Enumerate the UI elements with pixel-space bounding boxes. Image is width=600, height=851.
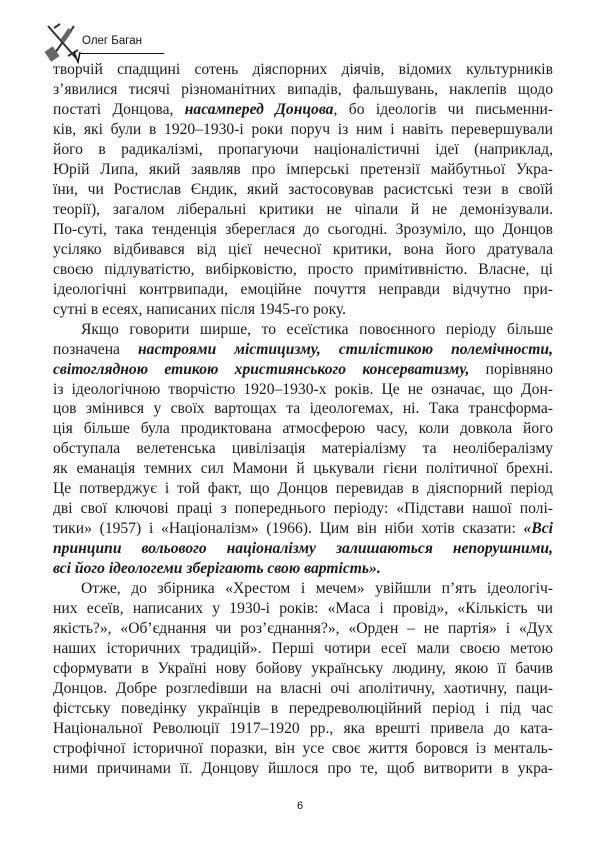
text-line — [53, 759, 553, 779]
text-line — [53, 679, 553, 699]
text-line — [53, 599, 553, 619]
text-line — [53, 499, 553, 519]
text-line — [53, 619, 553, 639]
text-line — [53, 739, 553, 759]
text-line — [53, 719, 553, 739]
emphasis-text: принципи вольового націоналізму залишаються непорушними, — [53, 540, 553, 558]
author-name: Олег Баган — [82, 35, 142, 47]
text-run: Донцов. Добре розглedівши на власні очі аполітичну, хаотичну, паци- — [53, 680, 553, 698]
text-run: своєю підлуватістю, вибірковістю, просто примітивністю. Власне, ці — [53, 260, 553, 278]
text-line — [53, 320, 553, 340]
text-run: По-суті, така тенденція збереглася до сьогодні. Зрозуміло, що Донцов — [53, 220, 553, 238]
text-line — [53, 419, 553, 439]
text-run: із ідеологічною творчістю 1920–1930-х років. Це не означає, що Дон- — [53, 380, 553, 398]
text-line — [53, 120, 553, 140]
emphasis-text: насамперед Донцова — [184, 100, 334, 118]
text-line — [53, 539, 553, 559]
text-run: обступала велетенська цивілізація матеріалізму та неолібералізму — [53, 440, 553, 458]
text-line — [53, 340, 553, 360]
text-line — [53, 399, 553, 419]
text-run: ідеологічні контрвипади, емоційне почуття неправди відчутно при- — [53, 280, 553, 298]
text-run: , бо ідеологів чи письменни- — [333, 100, 553, 118]
text-line — [53, 360, 553, 380]
text-line — [53, 300, 553, 320]
text-run: сформувати в Україні нову бойову українську людину, якою її бачив — [53, 660, 553, 678]
text-run: порівняно — [469, 360, 553, 378]
text-run: сутні в есеях, написаних після 1945-го року. — [53, 300, 347, 318]
text-line — [53, 60, 553, 80]
text-run: Отже, до збірника «Хрестом і мечем» увійшли п’ять ідеологіч- — [81, 580, 553, 598]
text-run: їни, чи Ростислав Єндик, який застосовував расистські тези в своїй — [53, 180, 553, 198]
text-run: Це потверджує і той факт, що Донцов перевидав в діяспорний період — [53, 480, 553, 498]
text-line — [53, 260, 553, 280]
text-run: якість?», «Об’єднання чи роз’єднання?», «Орден – не партія» і «Дух — [53, 620, 553, 638]
text-run: фістську поведінку українців в передреволюційний період і під час — [53, 700, 553, 717]
text-line — [53, 100, 553, 120]
text-run: з’явилися тисячі різноманітних випадів, фальшувань, наклепів щодо — [53, 80, 553, 98]
text-run: як еманація темних сил Мамони й цькували гієни політичної брехні. — [53, 460, 553, 478]
body-text — [53, 60, 553, 779]
text-run: наших історичних традицій». Перші чотири есеї мали своєю метою — [53, 640, 553, 658]
text-line — [53, 240, 553, 260]
emphasis-text: всі його ідеологеми зберігають свою вартість». — [53, 560, 381, 578]
text-line — [53, 519, 553, 539]
text-line — [53, 459, 553, 479]
text-line — [53, 140, 553, 160]
text-line — [53, 180, 553, 200]
text-run: Національної Революції 1917–1920 рр., яка врешті привела до ката- — [53, 719, 553, 737]
text-line — [53, 479, 553, 499]
text-run: ків, які були в 1920–1930-і роки поруч із ним і навіть перевершували — [53, 120, 553, 138]
text-run: них есеїв, написаних у 1930-і років: «Маса і провід», «Кількість чи — [53, 600, 553, 618]
text-run: постаті Донцова, — [53, 100, 185, 118]
text-run: творчій спадщині сотень діяспорних діячів, відомих культурників — [53, 61, 553, 78]
emphasis-text: «Всі — [523, 520, 553, 538]
text-line — [53, 439, 553, 459]
text-run: теорії), загалом ліберальні критики не чіпали й не демонізували. — [53, 200, 553, 218]
text-line — [53, 579, 553, 599]
text-run: ція більше була продиктована атмосферою часу, коли довкола його — [53, 420, 553, 438]
text-run: дві свої ключові праці з попереднього періоду: «Підстави нашої полі- — [53, 500, 553, 518]
text-run: цов змінився у своїх вартощах та ідеологемах, ні. Така трансформа- — [53, 400, 553, 418]
text-run: його в радикалізмі, пропагуючи націоналістичні ідеї (наприклад, — [53, 140, 553, 158]
text-line — [53, 80, 553, 100]
text-run: тики» (1957) і «Націоналізм» (1966). Цим він ніби хотів сказати: — [53, 520, 524, 538]
page-number: 6 — [296, 800, 304, 812]
emphasis-text: світоглядною етикою християнського консерватизму, — [53, 360, 470, 378]
text-run: Юрій Липа, який заявляв про імперські претензії майбутньої Укра- — [53, 160, 553, 178]
text-line — [53, 200, 553, 220]
text-run: позначена — [53, 340, 138, 358]
text-line — [53, 699, 553, 719]
header-rule — [80, 53, 164, 54]
text-run: Якщо говорити ширше, то есеїстика повоєнного періоду більше — [81, 320, 553, 338]
text-line — [53, 659, 553, 679]
text-run: строфічної історичної поразки, він усе своє життя боровся із менталь- — [53, 739, 553, 757]
text-run: усіляко відбивався від цієї нечесної критики, вона його дратувала — [53, 240, 553, 258]
text-line — [53, 280, 553, 300]
text-line — [53, 380, 553, 400]
text-run: ними причинами її. Донцову йшлося про те, щоб витворити в укра- — [53, 759, 553, 777]
text-line — [53, 639, 553, 659]
text-line — [53, 220, 553, 240]
text-line — [53, 160, 553, 180]
text-line — [53, 559, 553, 579]
emphasis-text: настроями містицизму, стилістикою полемічности, — [138, 340, 553, 358]
